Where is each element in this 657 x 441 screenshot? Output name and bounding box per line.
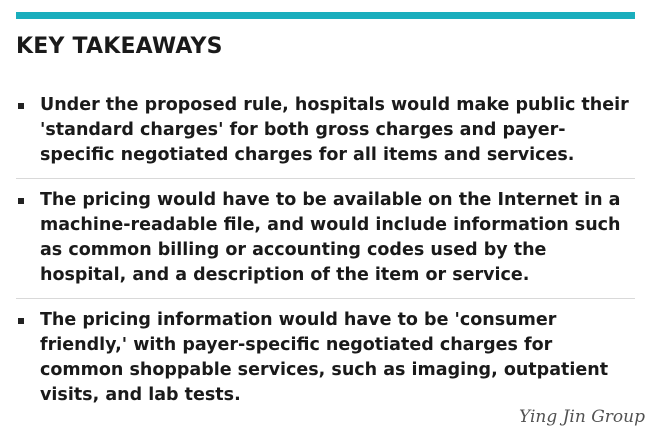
bullet-icon	[18, 103, 24, 109]
accent-bar	[16, 12, 635, 19]
list-item	[16, 179, 635, 299]
section-heading: KEY TAKEAWAYS	[16, 34, 223, 59]
bullet-icon	[18, 318, 24, 324]
list-item-text: The pricing would have to be available on the Internet in a machine-readable file, and would include information such as common billing or accounting codes used by the hospital, and a description of the item or service.	[40, 190, 621, 285]
list-item-text: The pricing information would have to be 'consumer friendly,' with payer-specific negotiated charges for common shoppable services, such as imaging, outpatient visits, and lab tests.	[40, 310, 609, 405]
watermark: Ying Jin Group	[519, 407, 645, 427]
takeaways-list	[16, 84, 635, 418]
bullet-icon	[18, 198, 24, 204]
list-item	[16, 84, 635, 179]
list-item-text: Under the proposed rule, hospitals would make public their 'standard charges' for both gross charges and payer-specific negotiated charges for all items and services.	[40, 95, 629, 165]
list-item	[16, 299, 635, 418]
